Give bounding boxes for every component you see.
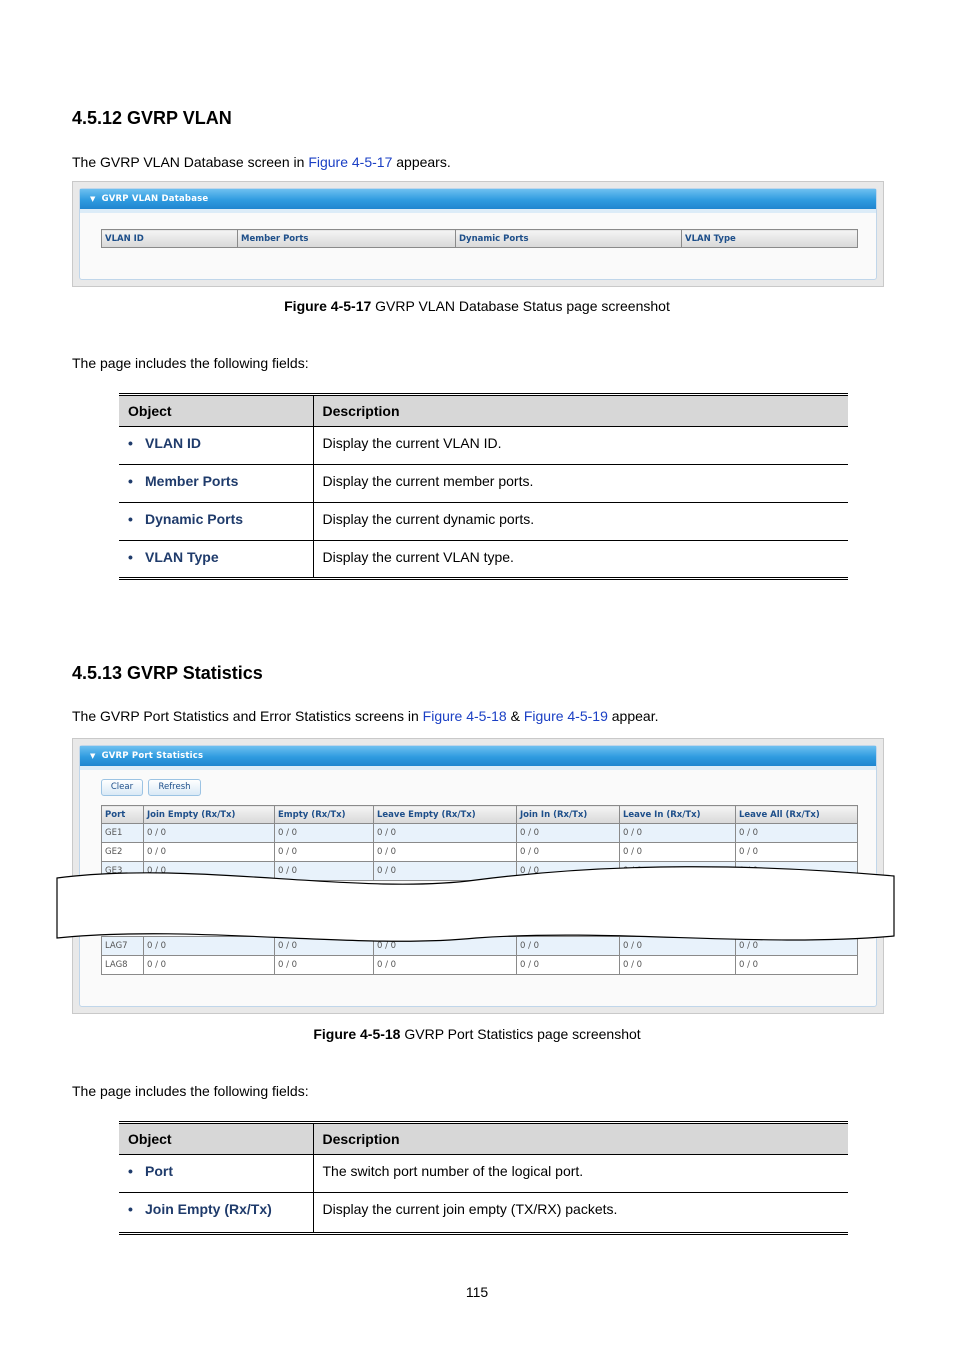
table-header-row (102, 230, 858, 248)
bullet-icon: • (128, 1201, 133, 1217)
description-cell: Display the current VLAN type. (313, 541, 848, 579)
bullet-icon: • (128, 435, 133, 451)
value-cell: 0 / 0 (736, 843, 858, 862)
column-header-join-empty[interactable]: Join Empty (Rx/Tx) (144, 806, 275, 824)
page-number: 115 (465, 1284, 489, 1300)
column-header-port[interactable]: Port (102, 806, 144, 824)
value-cell: 0 / 0 (275, 956, 374, 975)
value-cell: 0 / 0 (275, 843, 374, 862)
value-cell: 0 / 0 (620, 937, 736, 956)
vlan-database-table (101, 229, 858, 248)
value-cell: 0 / 0 (374, 937, 517, 956)
panel-header[interactable] (80, 746, 876, 766)
value-cell: 0 / 0 (275, 937, 374, 956)
object-name: Dynamic Ports (145, 511, 244, 527)
gvrp-vlan-database-screenshot (72, 181, 884, 287)
object-name: Member Ports (145, 473, 239, 489)
panel-header-band (80, 766, 876, 770)
column-header-vlan-type[interactable]: VLAN Type (682, 230, 858, 248)
port-cell: GE3 (102, 862, 144, 881)
panel-title: GVRP VLAN Database (101, 194, 209, 204)
description-cell: Display the current member ports. (313, 465, 848, 503)
caption-text: GVRP Port Statistics page screenshot (400, 1026, 641, 1042)
gvrp-vlan-database-panel (79, 188, 877, 280)
column-header-leave-all[interactable]: Leave All (Rx/Tx) (736, 806, 858, 824)
caption-label: Figure 4-5-18 (313, 1026, 401, 1042)
port-cell: LAG7 (102, 937, 144, 956)
figure-link-4-5-18[interactable]: Figure 4-5-18 (422, 708, 507, 724)
column-header-empty[interactable]: Empty (Rx/Tx) (275, 806, 374, 824)
table-header-row (119, 1123, 848, 1155)
column-header-leave-in[interactable]: Leave In (Rx/Tx) (620, 806, 736, 824)
value-cell: 0 / 0 (736, 824, 858, 843)
figure-caption-4-5-18 (0, 1026, 954, 1042)
table-row (119, 1193, 848, 1234)
description-cell: Display the current dynamic ports. (313, 503, 848, 541)
panel-header[interactable] (80, 189, 876, 209)
column-header-dynamic-ports[interactable]: Dynamic Ports (456, 230, 682, 248)
bullet-icon: • (128, 549, 133, 565)
port-cell: GE1 (102, 824, 144, 843)
table-row (119, 541, 848, 579)
object-header: Object (119, 395, 313, 427)
column-header-leave-empty[interactable]: Leave Empty (Rx/Tx) (374, 806, 517, 824)
value-cell: 0 / 0 (517, 843, 620, 862)
object-cell (119, 427, 313, 465)
table-row (102, 824, 858, 843)
value-cell: 0 / 0 (275, 824, 374, 843)
value-cell: 0 / 0 (517, 862, 620, 881)
caption-label: Figure 4-5-17 (284, 298, 372, 314)
panel-header-band (80, 209, 876, 213)
value-cell: 0 / 0 (144, 824, 275, 843)
value-cell: 0 / 0 (517, 956, 620, 975)
column-header-join-in[interactable]: Join In (Rx/Tx) (517, 806, 620, 824)
object-name: VLAN ID (145, 435, 201, 451)
gvrp-statistics-intro (72, 708, 658, 724)
caption-text: GVRP VLAN Database Status page screenshot (371, 298, 670, 314)
value-cell: 0 / 0 (144, 843, 275, 862)
value-cell: 0 / 0 (374, 956, 517, 975)
intro-text: The GVRP Port Statistics and Error Statistics screens in (72, 708, 423, 724)
object-name: Join Empty (Rx/Tx) (145, 1201, 272, 1217)
table-row (119, 503, 848, 541)
value-cell: 0 / 0 (620, 843, 736, 862)
table-row (119, 427, 848, 465)
gvrp-vlan-intro (72, 154, 451, 170)
description-header: Description (313, 1123, 848, 1155)
table-row (102, 956, 858, 975)
object-cell (119, 503, 313, 541)
value-cell: 0 / 0 (275, 862, 374, 881)
value-cell: 0 / 0 (144, 937, 275, 956)
panel-title: GVRP Port Statistics (101, 751, 204, 761)
intro-text-end: appears. (392, 154, 451, 170)
table-row (102, 843, 858, 862)
value-cell: 0 / 0 (736, 937, 858, 956)
description-cell: Display the current join empty (TX/RX) packets. (313, 1193, 848, 1234)
object-cell (119, 541, 313, 579)
fields-intro: The page includes the following fields: (72, 355, 309, 371)
description-cell: Display the current VLAN ID. (313, 427, 848, 465)
figure-caption-4-5-17 (0, 298, 954, 314)
value-cell: 0 / 0 (374, 843, 517, 862)
object-cell (119, 1155, 313, 1193)
port-cell: LAG8 (102, 956, 144, 975)
clear-button[interactable]: Clear (101, 779, 143, 796)
section-heading-gvrp-vlan: 4.5.12 GVRP VLAN (72, 108, 232, 128)
column-header-member-ports[interactable]: Member Ports (238, 230, 456, 248)
description-header: Description (313, 395, 848, 427)
table-row (119, 465, 848, 503)
intro-ampersand: & (506, 708, 524, 724)
value-cell: 0 / 0 (620, 956, 736, 975)
bullet-icon: • (128, 1163, 133, 1179)
object-name: Port (145, 1163, 173, 1179)
collapse-triangle-icon[interactable]: ▼ (90, 752, 96, 760)
bullet-icon: • (128, 511, 133, 527)
wavy-break-overlay (56, 866, 896, 948)
description-cell: The switch port number of the logical port. (313, 1155, 848, 1193)
gvrp-vlan-fields-table (119, 393, 848, 580)
value-cell: 0 / 0 (517, 937, 620, 956)
object-header: Object (119, 1123, 313, 1155)
figure-link-4-5-17[interactable]: Figure 4-5-17 (308, 154, 393, 170)
collapse-triangle-icon[interactable]: ▼ (90, 195, 96, 203)
value-cell: 0 / 0 (144, 862, 275, 881)
fields-intro: The page includes the following fields: (72, 1083, 309, 1099)
intro-text-end: appear. (607, 708, 659, 724)
table-header-row (102, 806, 858, 824)
value-cell: 0 / 0 (517, 824, 620, 843)
bullet-icon: • (128, 473, 133, 489)
value-cell: 0 / 0 (374, 824, 517, 843)
object-cell (119, 1193, 313, 1234)
figure-link-4-5-19[interactable]: Figure 4-5-19 (523, 708, 608, 724)
table-header-row (119, 395, 848, 427)
value-cell: 0 / 0 (374, 862, 517, 881)
section-heading-gvrp-statistics: 4.5.13 GVRP Statistics (72, 663, 263, 683)
port-cell: GE2 (102, 843, 144, 862)
object-cell (119, 465, 313, 503)
value-cell: 0 / 0 (620, 824, 736, 843)
object-name: VLAN Type (145, 549, 219, 565)
gvrp-statistics-fields-table (119, 1121, 848, 1235)
table-row (119, 1155, 848, 1193)
column-header-vlan-id[interactable]: VLAN ID (102, 230, 238, 248)
value-cell: 0 / 0 (144, 956, 275, 975)
value-cell: 0 / 0 (736, 956, 858, 975)
intro-text: The GVRP VLAN Database screen in (72, 154, 309, 170)
refresh-button[interactable]: Refresh (148, 779, 201, 796)
